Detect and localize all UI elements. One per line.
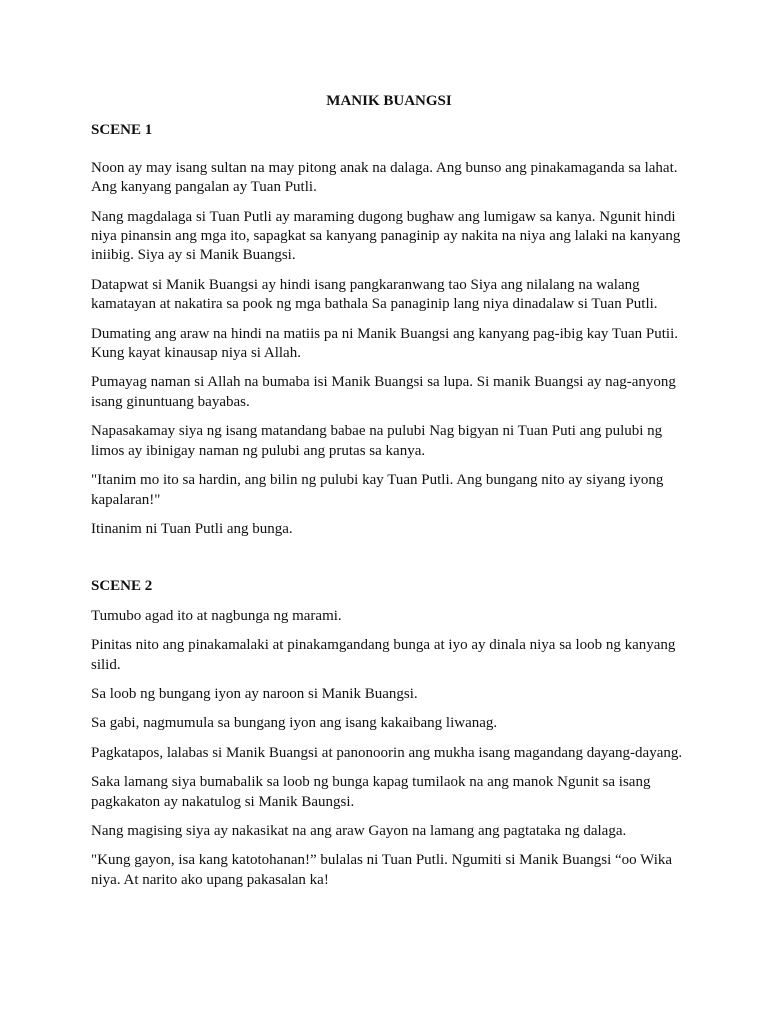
scene-2-paragraph: Tumubo agad ito at nagbunga ng marami. — [91, 607, 342, 624]
scene-1-paragraph: Napasakamay siya ng isang matandang babae na pulubi Nag bigyan ni Tuan Puti ang pulubi ng limos ay ibinigay naman ng pulubi ang prutas sa kanya. — [91, 423, 663, 459]
scene-2-heading: SCENE 2 — [91, 578, 153, 595]
scene-2-paragraph: Sa gabi, nagmumula sa bungang iyon ang isang kakaibang liwanag. — [91, 715, 498, 732]
scene-1-paragraph: Datapwat si Manik Buangsi ay hindi isang pangkaranwang tao Siya ang nilalang na walang kamatayan at nakatira sa pook ng mga bathala Sa panaginip lang niya dinadalaw si Tuan Putli. — [91, 276, 658, 313]
scene-2-paragraph: Pinitas nito ang pinakamalaki at pinakamgandang bunga at iyo ay dinala niya sa loob ng kanyang silid. — [91, 637, 676, 673]
document-body — [91, 92, 687, 900]
scene-1-paragraph: Nang magdalaga si Tuan Putli ay maraming dugong bughaw ang lumigaw sa kanya. Ngunit hindi niya pinansin ang mga ito, sapagkat sa kanyang panaginip ay nakita na niya ang lalaki na kanyang iniibig. Siya ay si Manik Buangsi. — [91, 208, 681, 264]
scene-1-paragraph: Itinanim ni Tuan Putli ang bunga. — [91, 520, 293, 537]
scene-2-paragraph: Pagkatapos, lalabas si Manik Buangsi at panonoorin ang mukha isang magandang dayang-dayang. — [91, 744, 683, 761]
scene-2-paragraph: Saka lamang siya bumabalik sa loob ng bunga kapag tumilaok na ang manok Ngunit sa isang pagkakaton ay nakatulog si Manik Baungsi. — [91, 774, 651, 810]
scene-1-paragraph: Dumating ang araw na hindi na matiis pa ni Manik Buangsi ang kanyang pag-ibig kay Tuan Putii. Kung kayat kinausap niya si Allah. — [91, 325, 678, 362]
scene-1-heading: SCENE 1 — [91, 122, 153, 139]
scene-2-paragraph: Sa loob ng bungang iyon ay naroon si Manik Buangsi. — [91, 685, 418, 702]
scene-1-paragraph: Noon ay may isang sultan na may pitong anak na dalaga. Ang bunso ang pinakamaganda sa lahat. Ang kanyang pangalan ay Tuan Putli. — [91, 159, 678, 196]
scene-1-paragraph: Pumayag naman si Allah na bumaba isi Manik Buangsi sa lupa. Si manik Buangsi ay nag-anyong isang ginuntuang bayabas. — [91, 374, 676, 410]
scene-2-paragraph: "Kung gayon, isa kang katotohanan!” bulalas ni Tuan Putli. Ngumiti si Manik Buangsi “oo Wika niya. At narito ako upang pakasalan ka! — [91, 852, 673, 888]
scene-1-paragraph: "Itanim mo ito sa hardin, ang bilin ng pulubi kay Tuan Putli. Ang bungang nito ay siyang iyong kapalaran!" — [91, 472, 664, 508]
scene-2-paragraph: Nang magising siya ay nakasikat na ang araw Gayon na lamang ang pagtataka ng dalaga. — [91, 822, 627, 839]
document-title: MANIK BUANGSI — [326, 93, 452, 109]
